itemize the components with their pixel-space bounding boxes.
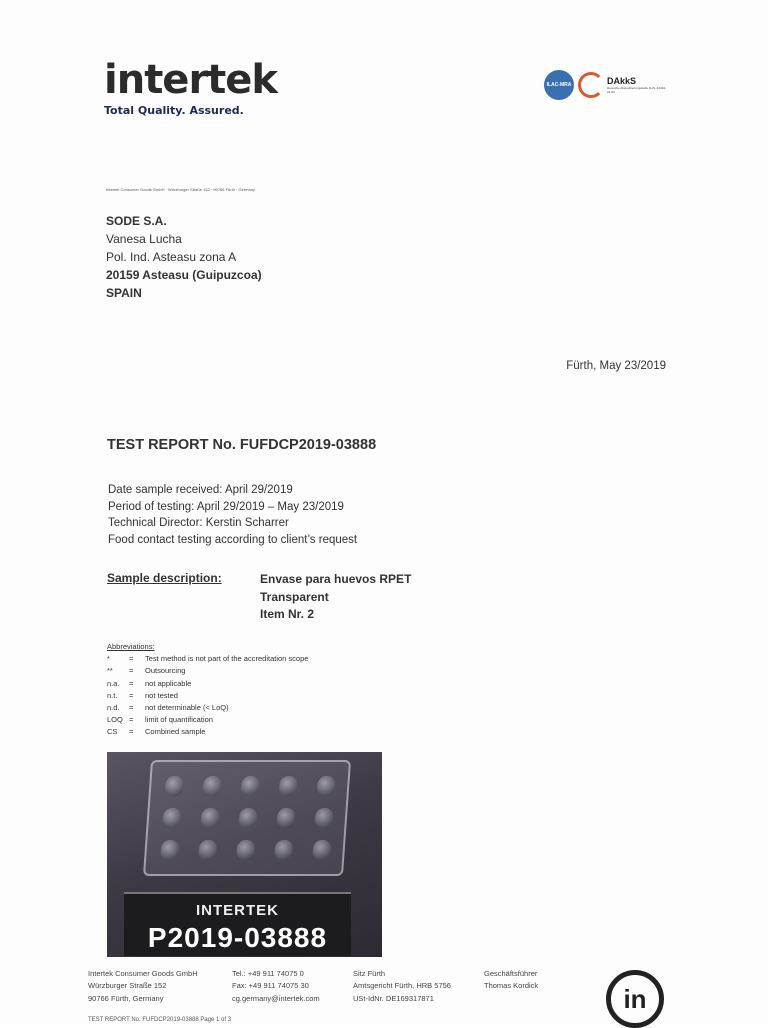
- tray-cup: [160, 840, 179, 860]
- abbreviations: [107, 641, 308, 739]
- report-title: TEST REPORT No. FUFDCP2019-03888: [107, 437, 377, 453]
- abbreviations-title: Abbreviations:: [107, 642, 155, 651]
- recipient-street: Pol. Ind. Asteasu zona A: [106, 250, 237, 264]
- abbr-eq: =: [129, 678, 134, 688]
- footer-line: USt-IdNr. DE169317871: [353, 993, 434, 1003]
- page-footer-reference: TEST REPORT No. FUFDCP2019-03888 Page 1 of 3: [88, 1017, 232, 1023]
- tray-cup: [200, 808, 219, 828]
- dakks-badge: [578, 72, 667, 98]
- abbr-row: [107, 653, 308, 665]
- abbr-key: LOQ: [107, 715, 123, 725]
- footer-line: 90766 Fürth, Germany: [88, 993, 164, 1003]
- tray-cup: [162, 808, 181, 828]
- abbr-eq: =: [129, 715, 134, 725]
- tray-cup: [165, 776, 184, 796]
- date-received: Date sample received: April 29/2019: [108, 484, 293, 496]
- recipient-address: [106, 212, 262, 302]
- tray-cup: [198, 840, 217, 860]
- abbr-row: [107, 690, 308, 702]
- abbr-value: limit of quantification: [145, 715, 213, 725]
- footer-company: [88, 968, 198, 1005]
- ilac-mra-icon: ILAC-MRA: [544, 70, 574, 100]
- footer-line: Fax: +49 911 74075 30: [232, 981, 309, 991]
- abbr-value: not tested: [145, 690, 178, 700]
- abbr-value: not determinable (< LoQ): [145, 703, 229, 713]
- abbr-value: Outsourcing: [145, 666, 186, 676]
- abbr-key: *: [107, 654, 110, 664]
- tray-cup: [203, 776, 222, 796]
- abbr-key: CS: [107, 727, 118, 737]
- recipient-contact: Vanesa Lucha: [106, 232, 182, 246]
- egg-tray-image: [143, 760, 351, 876]
- tray-cup: [314, 808, 333, 828]
- plate-number: P2019-03888: [147, 922, 328, 953]
- tray-cup: [279, 776, 298, 796]
- footer-contact: [232, 968, 320, 1005]
- logo-tagline: Total Quality. Assured.: [104, 104, 244, 117]
- testing-period: Period of testing: April 29/2019 – May 23/2019: [108, 500, 344, 513]
- abbr-row: [107, 726, 308, 738]
- tray-cup: [236, 840, 255, 860]
- abbr-eq: =: [129, 727, 134, 737]
- accreditation-badges: [544, 70, 667, 100]
- abbr-eq: =: [129, 690, 134, 700]
- tray-cup: [317, 776, 336, 796]
- footer-line: Geschäftsführer: [484, 969, 538, 978]
- recipient-company: SODE S.A.: [106, 214, 167, 228]
- abbr-key: n.t.: [107, 690, 118, 700]
- abbr-row: [107, 678, 308, 690]
- abbr-eq: =: [129, 654, 134, 664]
- logo-wordmark: intertek: [104, 57, 278, 103]
- sample-description-label: Sample description:: [107, 571, 222, 585]
- abbr-value: Combined sample: [145, 727, 206, 737]
- tray-cup: [312, 840, 331, 860]
- dakks-subtitle: Deutsche Akkreditierungsstelle D-PL-14434-01-00: [607, 86, 667, 94]
- testing-purpose: Food contact testing according to client’s request: [108, 533, 358, 546]
- tray-cup: [238, 808, 257, 828]
- intertek-in-logo-icon: in: [606, 970, 664, 1028]
- sample-line-3: Item Nr. 2: [260, 607, 315, 621]
- sample-photo: [107, 752, 382, 957]
- abbr-eq: =: [129, 666, 134, 676]
- footer-line: Thomas Kordick: [484, 981, 539, 991]
- intertek-logo: [104, 58, 277, 117]
- technical-director: Technical Director: Kerstin Scharrer: [108, 517, 289, 529]
- footer-line: Tel.: +49 911 74075 0: [232, 969, 304, 978]
- abbr-eq: =: [129, 703, 134, 713]
- plate-brand: INTERTEK: [196, 902, 279, 919]
- abbr-row: [107, 665, 308, 677]
- footer-management: [484, 968, 538, 993]
- sample-id-plate: [124, 892, 351, 956]
- footer-line: Intertek Consumer Goods GmbH: [88, 969, 198, 978]
- abbr-key: n.d.: [107, 703, 120, 713]
- abbr-key: n.a.: [107, 678, 120, 688]
- footer-line: Sitz Fürth: [353, 969, 386, 978]
- footer-line: Amtsgericht Fürth, HRB 5756: [353, 981, 451, 991]
- footer-registry: [353, 968, 451, 1005]
- recipient-city: 20159 Asteasu (Guipuzcoa): [106, 268, 262, 282]
- footer-line: cg.germany@intertek.com: [232, 993, 320, 1003]
- dakks-ring-icon: [578, 72, 604, 98]
- sample-line-1: Envase para huevos RPET: [260, 572, 412, 586]
- tray-cup: [274, 840, 293, 860]
- abbr-value: not applicable: [145, 678, 192, 688]
- abbr-row: [107, 714, 308, 726]
- dakks-name: DAkkS: [607, 76, 637, 86]
- tray-cup: [241, 776, 260, 796]
- sample-description: [260, 571, 411, 624]
- recipient-country: SPAIN: [106, 286, 142, 300]
- abbr-row: [107, 702, 308, 714]
- tray-cup: [276, 808, 295, 828]
- sample-line-2: Transparent: [260, 589, 329, 604]
- footer-line: Würzburger Straße 152: [88, 981, 167, 991]
- abbr-key: **: [107, 666, 113, 676]
- sender-line: Intertek Consumer Goods GmbH · Würzburger Straße 152 · 90766 Fürth · Germany: [106, 187, 255, 192]
- report-meta: [108, 482, 357, 548]
- report-date: Fürth, May 23/2019: [566, 360, 666, 372]
- abbr-value: Test method is not part of the accreditation scope: [145, 654, 309, 664]
